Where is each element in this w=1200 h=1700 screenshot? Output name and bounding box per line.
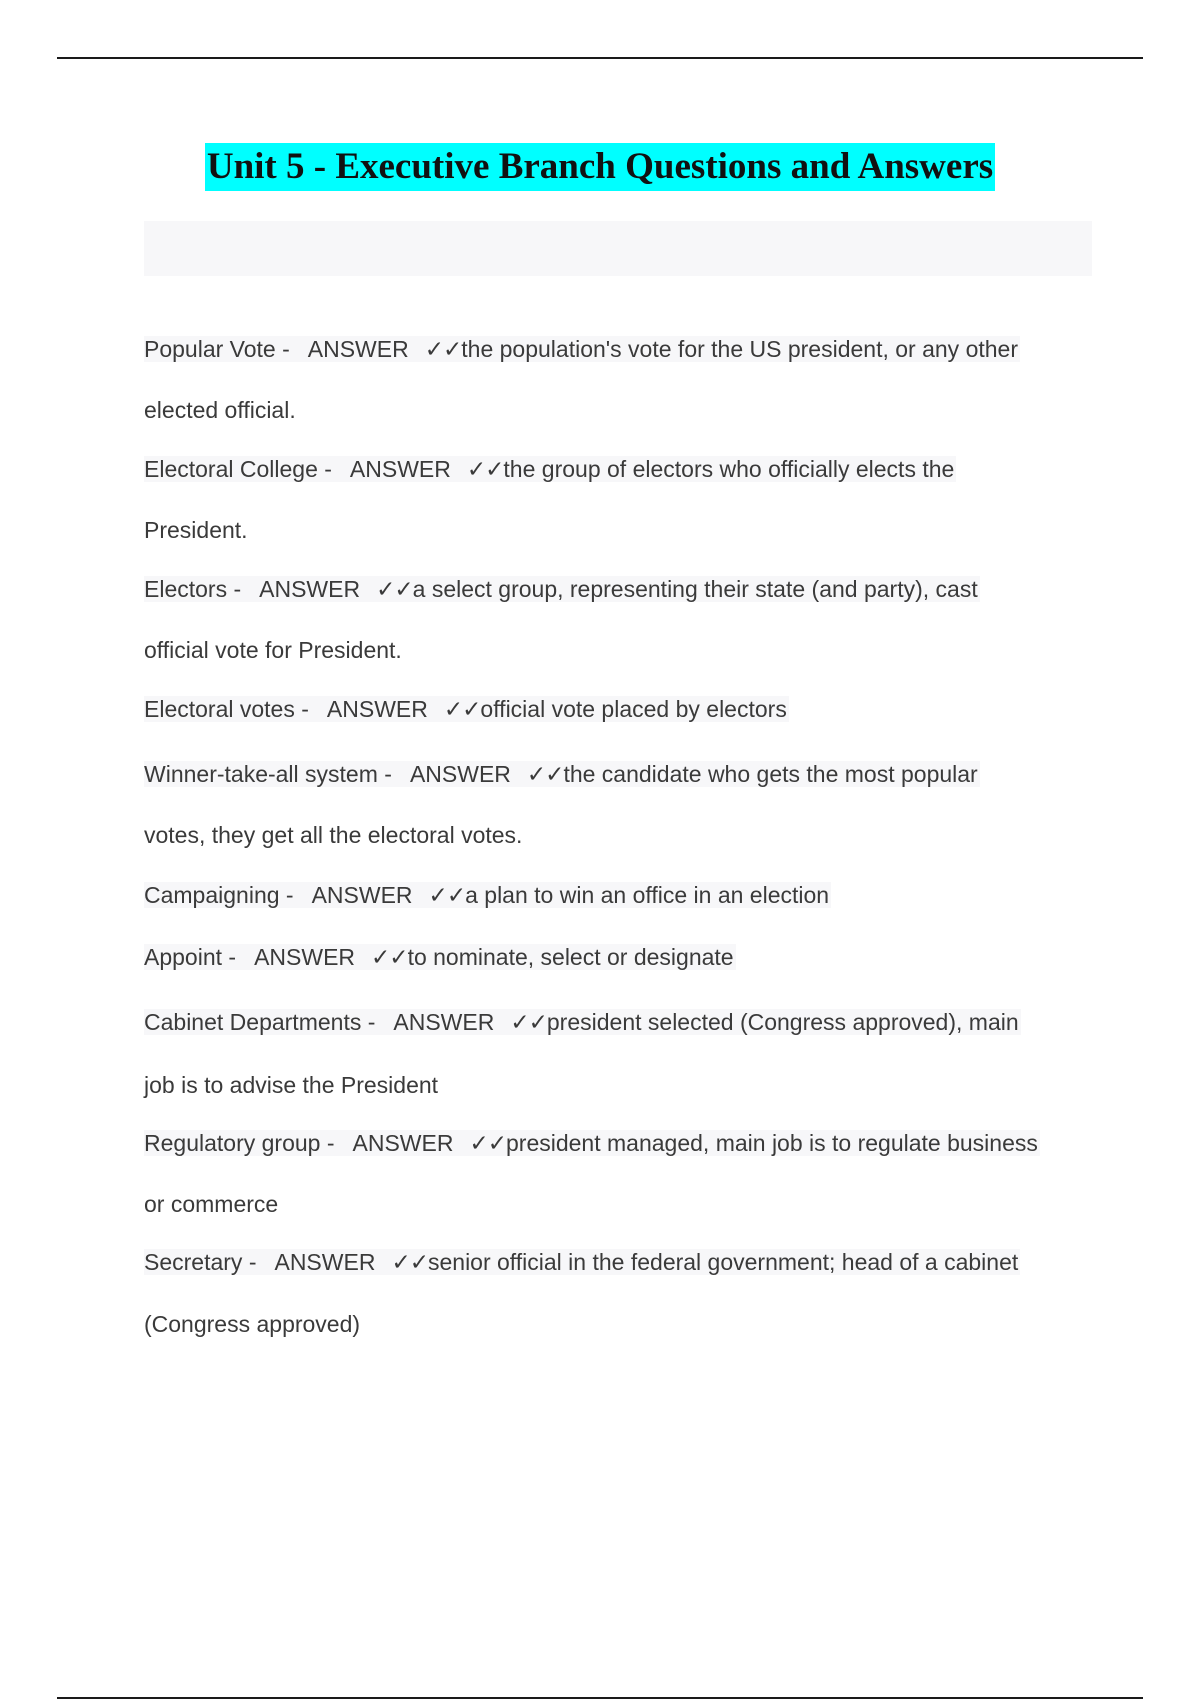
check-mark-icon: ✓✓ <box>526 761 564 787</box>
qa-answer-continuation: votes, they get all the electoral votes. <box>144 822 523 848</box>
bottom-rule <box>57 1697 1143 1699</box>
qa-term: Winner-take-all system - <box>144 761 392 787</box>
qa-entry-electors <box>144 572 980 606</box>
answer-label: ANSWER <box>352 1130 454 1156</box>
qa-term: Electors - <box>144 576 242 602</box>
qa-answer-text: the candidate who gets the most popular <box>563 761 978 787</box>
qa-term: Appoint - <box>144 944 237 970</box>
qa-term: Regulatory group - <box>144 1130 335 1156</box>
qa-answer-text: senior official in the federal government; head of a cabinet <box>427 1249 1019 1275</box>
qa-answer-continuation: (Congress approved) <box>144 1311 361 1337</box>
qa-term: Electoral College - <box>144 456 332 482</box>
qa-entry-electoral-votes <box>144 692 789 726</box>
top-rule <box>57 57 1143 59</box>
answer-label: ANSWER <box>259 576 361 602</box>
qa-entry-campaigning <box>144 878 831 912</box>
answer-label: ANSWER <box>393 1009 495 1035</box>
answer-label: ANSWER <box>254 944 356 970</box>
qa-answer-text: to nominate, select or designate <box>407 944 734 970</box>
qa-answer-continuation: elected official. <box>144 397 296 423</box>
qa-answer-text: a plan to win an office in an election <box>465 882 830 908</box>
qa-answer-text: president selected (Congress approved), main <box>546 1009 1019 1035</box>
qa-answer-text: the population's vote for the US president, or any other <box>461 336 1018 362</box>
answer-label: ANSWER <box>349 456 451 482</box>
answer-label: ANSWER <box>274 1249 376 1275</box>
qa-term: Cabinet Departments - <box>144 1009 376 1035</box>
qa-answer-text: official vote placed by electors <box>480 696 787 722</box>
qa-entry-appoint <box>144 940 736 974</box>
check-mark-icon: ✓✓ <box>371 944 408 970</box>
qa-answer-continuation: President. <box>144 517 248 543</box>
check-mark-icon: ✓✓ <box>376 576 413 602</box>
title-container <box>0 143 1200 191</box>
answer-label: ANSWER <box>326 696 428 722</box>
qa-answer-continuation: job is to advise the President <box>144 1072 439 1098</box>
qa-term: Electoral votes - <box>144 696 309 722</box>
check-mark-icon: ✓✓ <box>466 456 504 482</box>
qa-term: Popular Vote - <box>144 336 290 362</box>
qa-entry-cabinet-departments <box>144 1005 1021 1039</box>
qa-entry-electoral-college <box>144 452 956 486</box>
answer-label: ANSWER <box>409 761 511 787</box>
qa-answer-continuation: official vote for President. <box>144 637 402 663</box>
check-mark-icon: ✓✓ <box>424 336 462 362</box>
qa-answer-text: the group of electors who officially elects the <box>503 456 955 482</box>
qa-term: Campaigning - <box>144 882 294 908</box>
answer-label: ANSWER <box>307 336 409 362</box>
check-mark-icon: ✓✓ <box>510 1009 547 1035</box>
blank-band <box>144 221 1092 276</box>
check-mark-icon: ✓✓ <box>391 1249 428 1275</box>
qa-term: Secretary - <box>144 1249 257 1275</box>
qa-entry-secretary <box>144 1245 1020 1279</box>
page-title: Unit 5 - Executive Branch Questions and Answers <box>205 143 995 191</box>
qa-entry-regulatory-group <box>144 1126 1040 1160</box>
qa-answer-text: president managed, main job is to regulate business <box>506 1130 1038 1156</box>
check-mark-icon: ✓✓ <box>469 1130 506 1156</box>
answer-label: ANSWER <box>311 882 413 908</box>
qa-answer-continuation: or commerce <box>144 1191 279 1217</box>
qa-entry-popular-vote <box>144 332 1020 366</box>
qa-answer-text: a select group, representing their state (and party), cast <box>412 576 978 602</box>
qa-entry-winner-take-all <box>144 757 980 791</box>
check-mark-icon: ✓✓ <box>428 882 466 908</box>
check-mark-icon: ✓✓ <box>443 696 481 722</box>
